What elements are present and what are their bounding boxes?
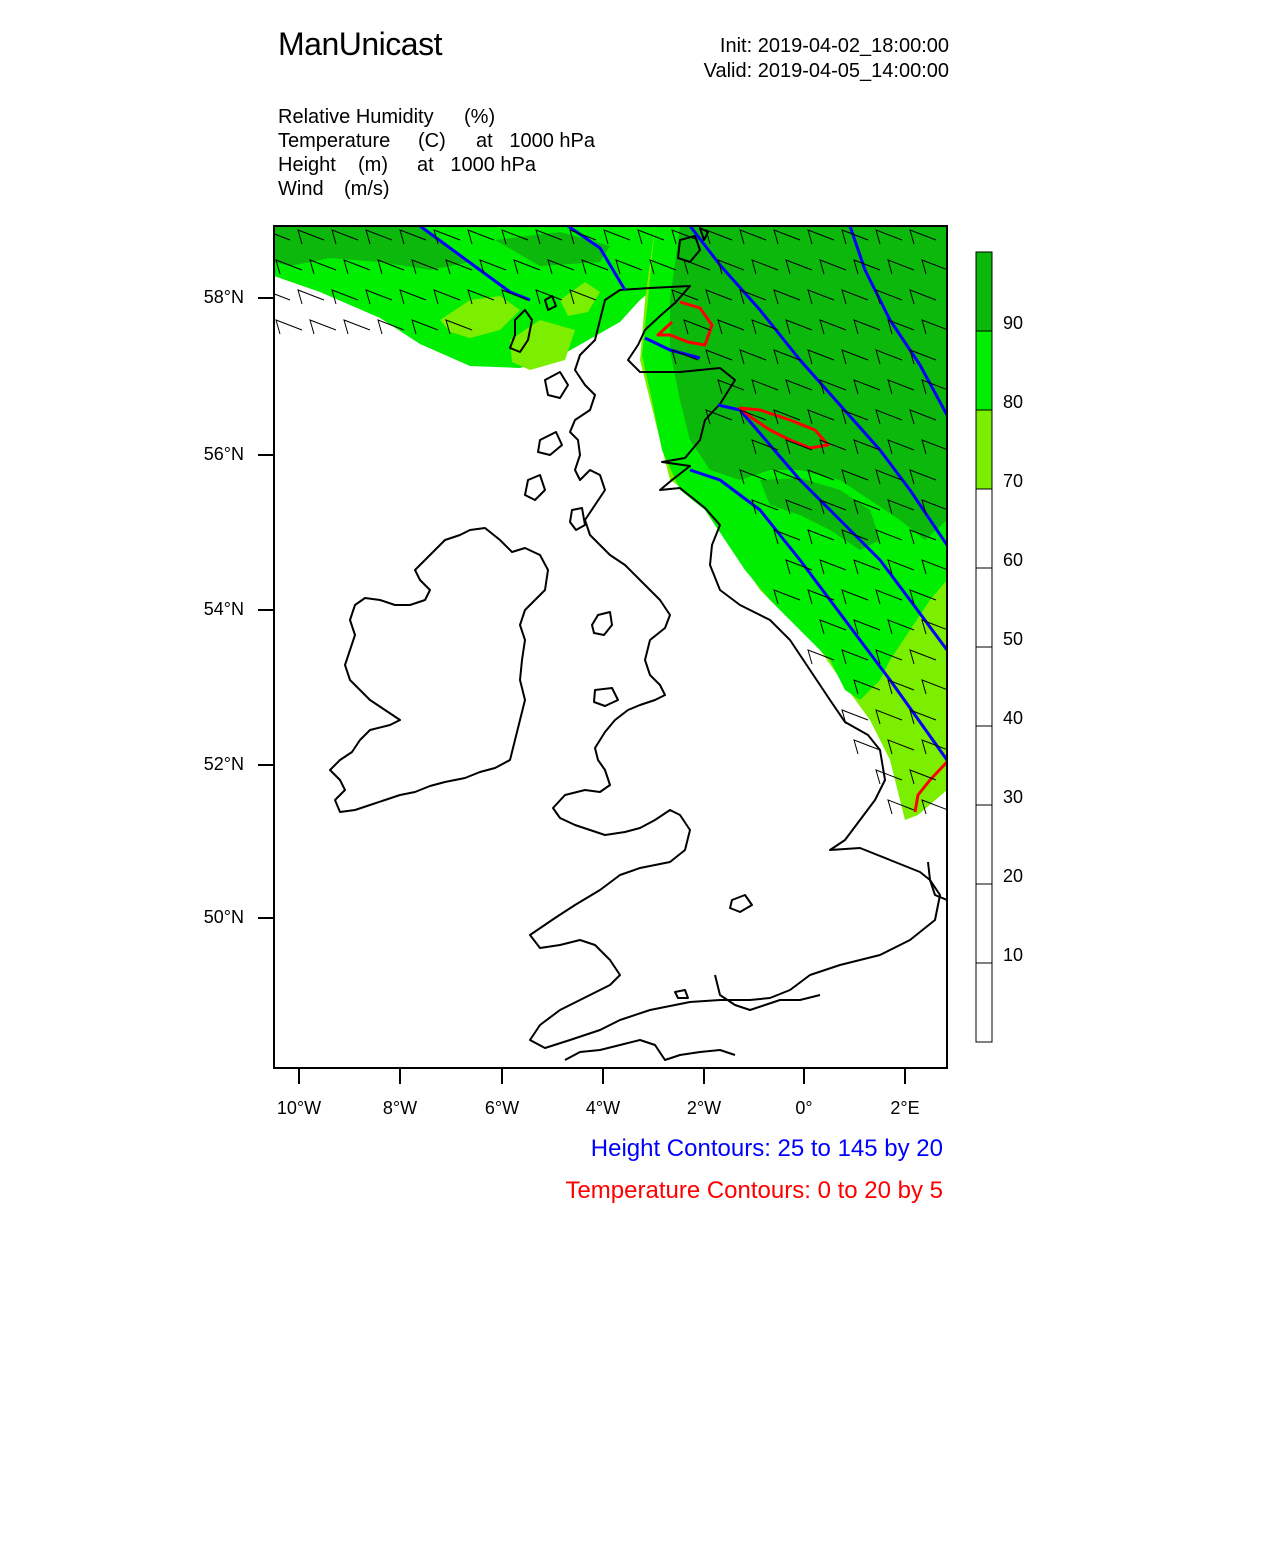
lon-label-8w: 8°W: [382, 1098, 418, 1118]
colorbar-box-60-70: [976, 489, 992, 568]
lon-label-4w: 4°W: [585, 1098, 621, 1118]
wind-barb: [854, 740, 880, 754]
lon-label-2w: 2°W: [686, 1098, 722, 1118]
coastline-mull: [538, 432, 562, 455]
wind-barb: [344, 320, 370, 334]
colorbar-label-10: 10: [1003, 945, 1024, 965]
colorbar-box-90plus: [976, 252, 992, 331]
colorbar-box-70-80: [976, 410, 992, 489]
field-unit: (%): [464, 106, 496, 128]
lon-label-2e: 2°E: [890, 1098, 920, 1118]
colorbar: [976, 252, 992, 1042]
coastline-anglesey: [594, 688, 618, 706]
colorbar-label-20: 20: [1003, 866, 1024, 886]
temperature-contours-caption: Temperature Contours: 0 to 20 by 5: [565, 1177, 943, 1204]
lat-ticks: [258, 298, 274, 918]
colorbar-box-80-90: [976, 331, 992, 410]
colorbar-label-70: 70: [1003, 471, 1024, 491]
coastline-skye: [545, 372, 568, 398]
lat-label-52n: 52°N: [203, 754, 244, 774]
colorbar-label-50: 50: [1003, 629, 1024, 649]
lat-label-50n: 50°N: [203, 907, 244, 927]
lon-label-6w: 6°W: [484, 1098, 520, 1118]
valid-time: Valid: 2019-04-05_14:00:00: [703, 60, 949, 82]
wind-barb: [310, 320, 336, 334]
colorbar-label-30: 30: [1003, 787, 1024, 807]
init-time: Init: 2019-04-02_18:00:00: [719, 35, 949, 57]
height-contours-caption: Height Contours: 25 to 145 by 20: [590, 1135, 943, 1162]
coastline-channel-islands: [675, 990, 688, 998]
field-name: Relative Humidity: [278, 106, 434, 128]
coastline-arran: [570, 508, 585, 530]
colorbar-box-50-60: [976, 568, 992, 647]
colorbar-box-20-30: [976, 805, 992, 884]
field-unit: (m): [358, 154, 388, 176]
coastline-ireland: [330, 528, 548, 812]
lon-ticks: [299, 1068, 905, 1084]
field-name: Wind: [278, 178, 324, 200]
colorbar-label-90: 90: [1003, 313, 1024, 333]
colorbar-label-40: 40: [1003, 708, 1024, 728]
field-unit: (m/s): [344, 178, 390, 200]
coastline-isle-of-man: [592, 612, 612, 635]
wind-barb: [842, 710, 868, 724]
coastline-isle-of-wight: [730, 895, 752, 912]
colorbar-label-80: 80: [1003, 392, 1024, 412]
lat-label-56n: 56°N: [203, 444, 244, 464]
colorbar-box-40-50: [976, 647, 992, 726]
wind-barb: [276, 320, 302, 334]
map-area: [264, 226, 948, 1060]
map-title: ManUnicast: [278, 26, 442, 62]
colorbar-box-30-40: [976, 726, 992, 805]
field-unit: (C): [418, 130, 446, 152]
field-name: Height: [278, 154, 336, 176]
colorbar-box-0-10: [976, 963, 992, 1042]
wind-barb: [298, 290, 324, 304]
colorbar-label-60: 60: [1003, 550, 1024, 570]
field-level: at 1000 hPa: [417, 154, 536, 176]
lat-label-58n: 58°N: [203, 287, 244, 307]
lat-label-54n: 54°N: [203, 599, 244, 619]
colorbar-box-10-20: [976, 884, 992, 963]
coastline-france-east: [928, 862, 947, 900]
humidity-shading: [274, 226, 947, 820]
lon-label-0: 0°: [795, 1098, 813, 1118]
lon-label-10w: 10°W: [276, 1098, 322, 1118]
coastline-islay: [525, 475, 545, 500]
coastline-france: [565, 1040, 735, 1060]
field-name: Temperature: [278, 130, 391, 152]
field-level: at 1000 hPa: [476, 130, 595, 152]
